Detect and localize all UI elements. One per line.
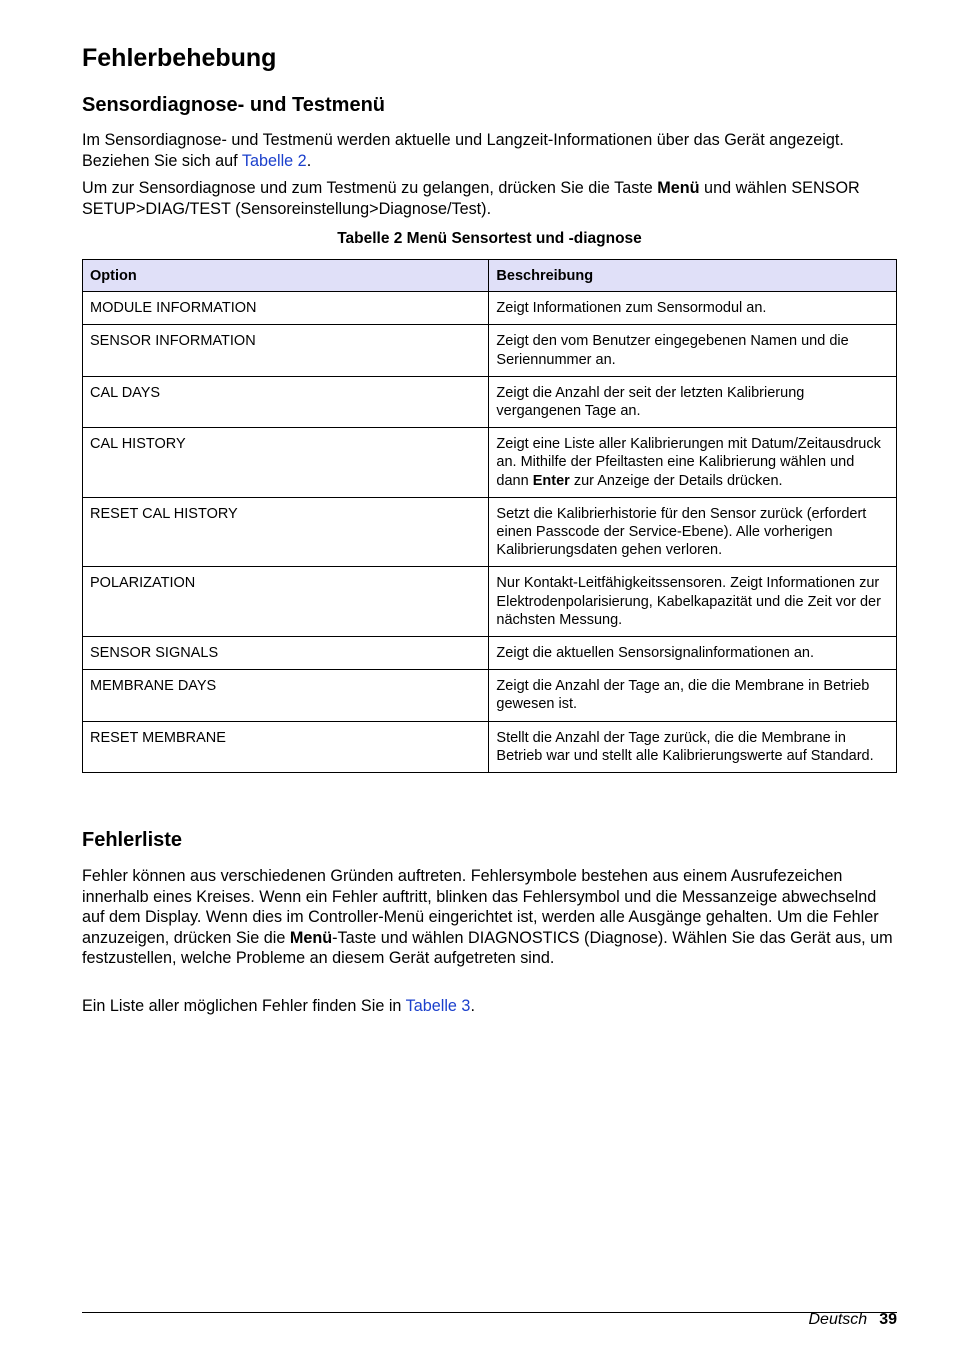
description-cell: Zeigt Informationen zum Sensormodul an.: [489, 292, 897, 325]
error-list-paragraph: Ein Liste aller möglichen Fehler finden Sie in Tabelle 3.: [82, 997, 475, 1015]
page-number: 39: [879, 1311, 897, 1328]
footer-rule: [82, 1312, 897, 1313]
description-cell: Zeigt die aktuellen Sensorsignalinformationen an.: [489, 637, 897, 670]
option-cell: RESET CAL HISTORY: [83, 497, 489, 567]
section-heading-sensordiagnose: Sensordiagnose- und Testmenü: [82, 94, 385, 116]
page-footer: [809, 1311, 898, 1329]
description-cell: Zeigt die Anzahl der seit der letzten Kalibrierung vergangenen Tage an.: [489, 376, 897, 427]
page-title: Fehlerbehebung: [82, 44, 277, 72]
option-cell: RESET MEMBRANE: [83, 721, 489, 772]
table-row: [83, 376, 897, 427]
column-header-description: Beschreibung: [489, 260, 897, 292]
sensor-test-table: [82, 259, 897, 773]
table-caption: Tabelle 2 Menü Sensortest und -diagnose: [337, 230, 642, 247]
description-cell: Zeigt den vom Benutzer eingegebenen Namen und die Seriennummer an.: [489, 325, 897, 376]
option-cell: SENSOR SIGNALS: [83, 637, 489, 670]
table-row: [83, 637, 897, 670]
table-row: [83, 670, 897, 721]
error-paragraph: Fehler können aus verschiedenen Gründen auftreten. Fehlersymbole bestehen aus einem Ausrufezeichen innerhalb eines Kreises. Wenn ein Fehler auftritt, blinken das Fehlersymbol und die Messanzeige abwechselnd auf dem Display. Wenn dies im Controller-Menü eingerichtet ist, werden alle Ausgänge gehalten. Um die Fehler anzuzeigen, drücken Sie die Menü-Taste und wählen DIAGNOSTICS (Diagnose). Wählen Sie das Gerät aus, um festzustellen, welche Probleme an diesem Gerät aufgetreten sind.: [82, 867, 893, 967]
access-paragraph: Um zur Sensordiagnose und zum Testmenü zu gelangen, drücken Sie die Taste Menü und wählen SENSOR SETUP>DIAG/TEST (Sensoreinstellung>Diagnose/Test).: [82, 179, 860, 218]
table-row: [83, 292, 897, 325]
table-row: [83, 428, 897, 498]
option-cell: POLARIZATION: [83, 567, 489, 637]
table-row: [83, 325, 897, 376]
footer-language: Deutsch: [808, 1311, 868, 1328]
table-row: [83, 721, 897, 772]
option-cell: MODULE INFORMATION: [83, 292, 489, 325]
option-cell: SENSOR INFORMATION: [83, 325, 489, 376]
intro-paragraph: Im Sensordiagnose- und Testmenü werden aktuelle und Langzeit-Informationen über das Gerät angezeigt. Beziehen Sie sich auf Tabelle 2.: [82, 131, 844, 170]
option-cell: MEMBRANE DAYS: [83, 670, 489, 721]
link-tabelle-3[interactable]: Tabelle 3: [405, 997, 471, 1015]
section-heading-fehlerliste: Fehlerliste: [82, 829, 183, 851]
column-header-option: Option: [83, 260, 489, 292]
description-cell: Stellt die Anzahl der Tage zurück, die die Membrane in Betrieb war und stellt alle Kalibrierungswerte auf Standard.: [489, 721, 897, 772]
option-cell: CAL DAYS: [83, 376, 489, 427]
description-cell: Zeigt die Anzahl der Tage an, die die Membrane in Betrieb gewesen ist.: [489, 670, 897, 721]
option-cell: CAL HISTORY: [83, 428, 489, 498]
table-row: [83, 497, 897, 567]
table-row: [83, 567, 897, 637]
table-header-row: [83, 260, 897, 292]
description-cell: Zeigt eine Liste aller Kalibrierungen mit Datum/Zeitausdruck an. Mithilfe der Pfeiltasten eine Kalibrierung wählen und dann Enter zur Anzeige der Details drücken.: [489, 428, 897, 498]
link-tabelle-2[interactable]: Tabelle 2: [241, 151, 307, 170]
description-cell: Nur Kontakt-Leitfähigkeitssensoren. Zeigt Informationen zur Elektrodenpolarisierung, Kabelkapazität und die Zeit vor der nächsten Messung.: [489, 567, 897, 637]
description-cell: Setzt die Kalibrierhistorie für den Sensor zurück (erfordert einen Passcode der Service-Ebene). Alle vorherigen Kalibrierungsdaten gehen verloren.: [489, 497, 897, 567]
